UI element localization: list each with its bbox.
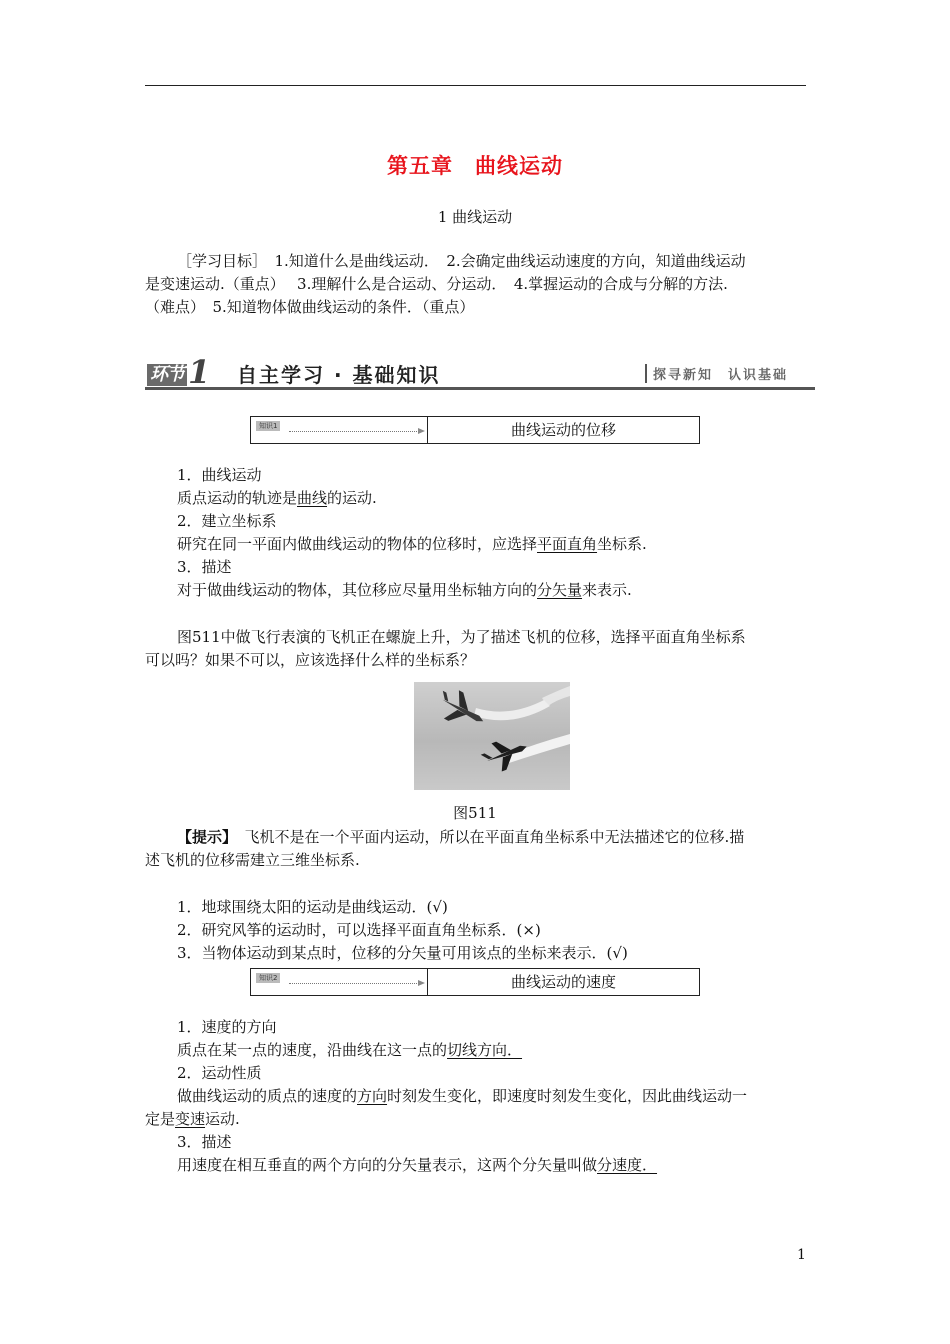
k2-para-3: 用速度在相互垂直的两个方向的分矢量表示，这两个分矢量叫做分速度． — [177, 1156, 658, 1174]
k2-heading-3: 3．描述 — [177, 1133, 232, 1151]
k2-answer-4: 分速度． — [597, 1156, 658, 1174]
banner-subtitle: 探寻新知 认识基础 — [645, 364, 788, 383]
hint-line-1: 【提示】 飞机不是在一个平面内运动，所以在平面直角坐标系中无法描述它的位移.描 — [177, 828, 745, 846]
arrow-icon — [289, 431, 419, 432]
question-line-2: 可以吗？如果不可以，应该选择什么样的坐标系？ — [145, 651, 476, 669]
knowledge-box-1-tag — [251, 417, 428, 443]
knowledge-box-2-tag — [251, 969, 428, 995]
objectives-line-1: ［学习目标］ 1.知道什么是曲线运动． 2.会确定曲线运动速度的方向，知道曲线运动 — [177, 252, 746, 270]
jets-illustration — [414, 682, 570, 790]
banner-tag-number: 1 — [188, 353, 211, 391]
section-banner — [145, 354, 815, 390]
k2-heading-1: 1．速度的方向 — [177, 1018, 277, 1036]
airshow-jets-image — [414, 682, 570, 790]
objectives-line-2: 是变速运动.（重点） 3.理解什么是合运动、分运动． 4.掌握运动的合成与分解的方法. — [145, 275, 728, 293]
arrow-icon — [289, 983, 419, 984]
k2-para-2b: 定是变速运动. — [145, 1110, 240, 1128]
lesson-title: 1 曲线运动 — [437, 208, 513, 226]
judgment-3: 3．当物体运动到某点时，位移的分矢量可用该点的坐标来表示．(√) — [177, 944, 628, 962]
page-number: 1 — [797, 1247, 806, 1263]
knowledge-box-2-title: 曲线运动的速度 — [510, 973, 616, 991]
k1-para-3: 对于做曲线运动的物体，其位移应尽量用坐标轴方向的分矢量来表示. — [177, 581, 632, 599]
knowledge-box-1-title: 曲线运动的位移 — [510, 421, 616, 439]
hint-label: 【提示】 — [177, 828, 230, 846]
banner-tag — [147, 353, 227, 391]
banner-tag-label: 环节 — [147, 364, 187, 386]
k1-heading-2: 2．建立坐标系 — [177, 512, 277, 530]
knowledge-box-1 — [250, 416, 700, 444]
k1-heading-1: 1．曲线运动 — [177, 466, 262, 484]
k1-heading-3: 3．描述 — [177, 558, 232, 576]
knowledge-badge-2: 知识2 — [256, 973, 280, 983]
k1-para-2: 研究在同一平面内做曲线运动的物体的位移时，应选择平面直角坐标系. — [177, 535, 647, 553]
k1-answer-2: 平面直角 — [537, 535, 598, 553]
hint-line-2: 述飞机的位移需建立三维坐标系. — [145, 851, 360, 869]
knowledge-badge-1: 知识1 — [256, 421, 280, 431]
figure-caption: 图511 — [453, 804, 497, 822]
judgment-1: 1．地球围绕太阳的运动是曲线运动．(√) — [177, 898, 448, 916]
k2-answer-1: 切线方向． — [447, 1041, 523, 1059]
k1-answer-3: 分矢量 — [537, 581, 583, 599]
k2-para-1: 质点在某一点的速度，沿曲线在这一点的切线方向． — [177, 1041, 523, 1059]
k1-answer-1: 曲线 — [297, 489, 328, 507]
header-rule — [145, 85, 806, 86]
judgment-2: 2．研究风筝的运动时，可以选择平面直角坐标系．(×) — [177, 921, 541, 939]
k2-heading-2: 2．运动性质 — [177, 1064, 262, 1082]
k1-para-1: 质点运动的轨迹是曲线的运动. — [177, 489, 377, 507]
k2-answer-2: 方向 — [357, 1087, 388, 1105]
question-line-1: 图511中做飞行表演的飞机正在螺旋上升，为了描述飞机的位移，选择平面直角坐标系 — [177, 628, 746, 646]
banner-underline — [145, 387, 815, 390]
banner-title: 自主学习 · 基础知识 — [237, 363, 441, 387]
k2-answer-3: 变速 — [175, 1110, 206, 1128]
k2-para-2: 做曲线运动的质点的速度的方向时刻发生变化，即速度时刻发生变化，因此曲线运动一 — [177, 1087, 748, 1105]
chapter-title: 第五章 曲线运动 — [387, 154, 563, 178]
objectives-line-3: （难点） 5.知道物体做曲线运动的条件．（重点） — [145, 298, 475, 316]
knowledge-box-2 — [250, 968, 700, 996]
